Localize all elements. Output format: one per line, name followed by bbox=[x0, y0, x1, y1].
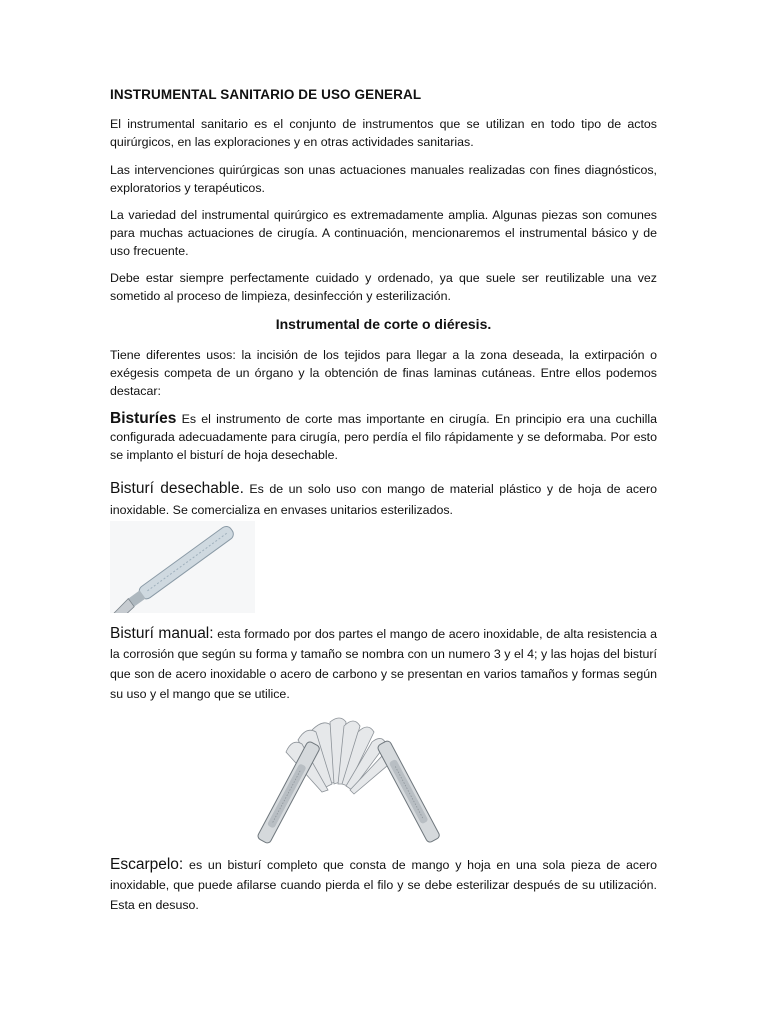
disposable-scalpel-image bbox=[110, 521, 255, 613]
item-bisturi-manual bbox=[110, 624, 657, 704]
item-text: Es el instrumento de corte mas importante en cirugía. En principio era una cuchilla configurada adecuadamente para cirugía, pero perdía el filo rápidamente y se deformaba. Por esto se implanto el bisturí de hoja desechable. bbox=[110, 412, 657, 462]
paragraph-definition: El instrumental sanitario es el conjunto de instrumentos que se utilizan en todo tipo de actos quirúrgicos, en las exploraciones y en otras actividades sanitarias. bbox=[110, 117, 657, 149]
item-text: Es de un solo uso con mango de material plástico y de hoja de acero inoxidable. Se comercializa en envases unitarios esterilizados. bbox=[110, 482, 657, 517]
paragraph-care: Debe estar siempre perfectamente cuidado y ordenado, ya que suele ser reutilizable una vez sometido al proceso de limpieza, desinfección y esterilización. bbox=[110, 271, 657, 303]
item-term: Bisturíes bbox=[110, 410, 177, 427]
section-title: Instrumental de corte o diéresis. bbox=[275, 316, 492, 332]
item-bisturies bbox=[110, 410, 657, 464]
manual-scalpel-image bbox=[240, 712, 460, 844]
item-bisturi-desechable bbox=[110, 478, 657, 521]
item-term: Escarpelo: bbox=[110, 856, 184, 873]
paragraph-variety: La variedad del instrumental quirúrgico es extremadamente amplia. Algunas piezas son comunes para muchas actuaciones de cirugía. A continuación, mencionaremos el instrumental básico y de uso frecuente. bbox=[110, 208, 657, 258]
paragraph-interventions: Las intervenciones quirúrgicas son unas actuaciones manuales realizadas con fines diagnósticos, exploratorios y terapéuticos. bbox=[110, 163, 657, 195]
item-text: esta formado por dos partes el mango de acero inoxidable, de alta resistencia a la corrosión que según su forma y tamaño se nombra con un numero 3 y el 4; y las hojas del bisturí que son de acero inoxidable o acero de carbono y se presentan en varios tamaños y formas según su uso y el mango que se utilice. bbox=[110, 627, 657, 701]
item-term: Bisturí manual: bbox=[110, 625, 214, 642]
page-title: INSTRUMENTAL SANITARIO DE USO GENERAL bbox=[110, 87, 422, 102]
item-text: es un bisturí completo que consta de mango y hoja en una sola pieza de acero inoxidable, que puede afilarse cuando pierda el filo y se debe esterilizar después de su utilización. Esta en desuso. bbox=[110, 858, 658, 912]
item-term: Bisturí desechable. bbox=[110, 480, 244, 497]
section-intro: Tiene diferentes usos: la incisión de los tejidos para llegar a la zona deseada, la extirpación o exégesis competa de un órgano y la obtención de finas laminas cutáneas. Entre ellos podemos destacar: bbox=[110, 348, 657, 398]
item-escarpelo bbox=[110, 855, 657, 915]
